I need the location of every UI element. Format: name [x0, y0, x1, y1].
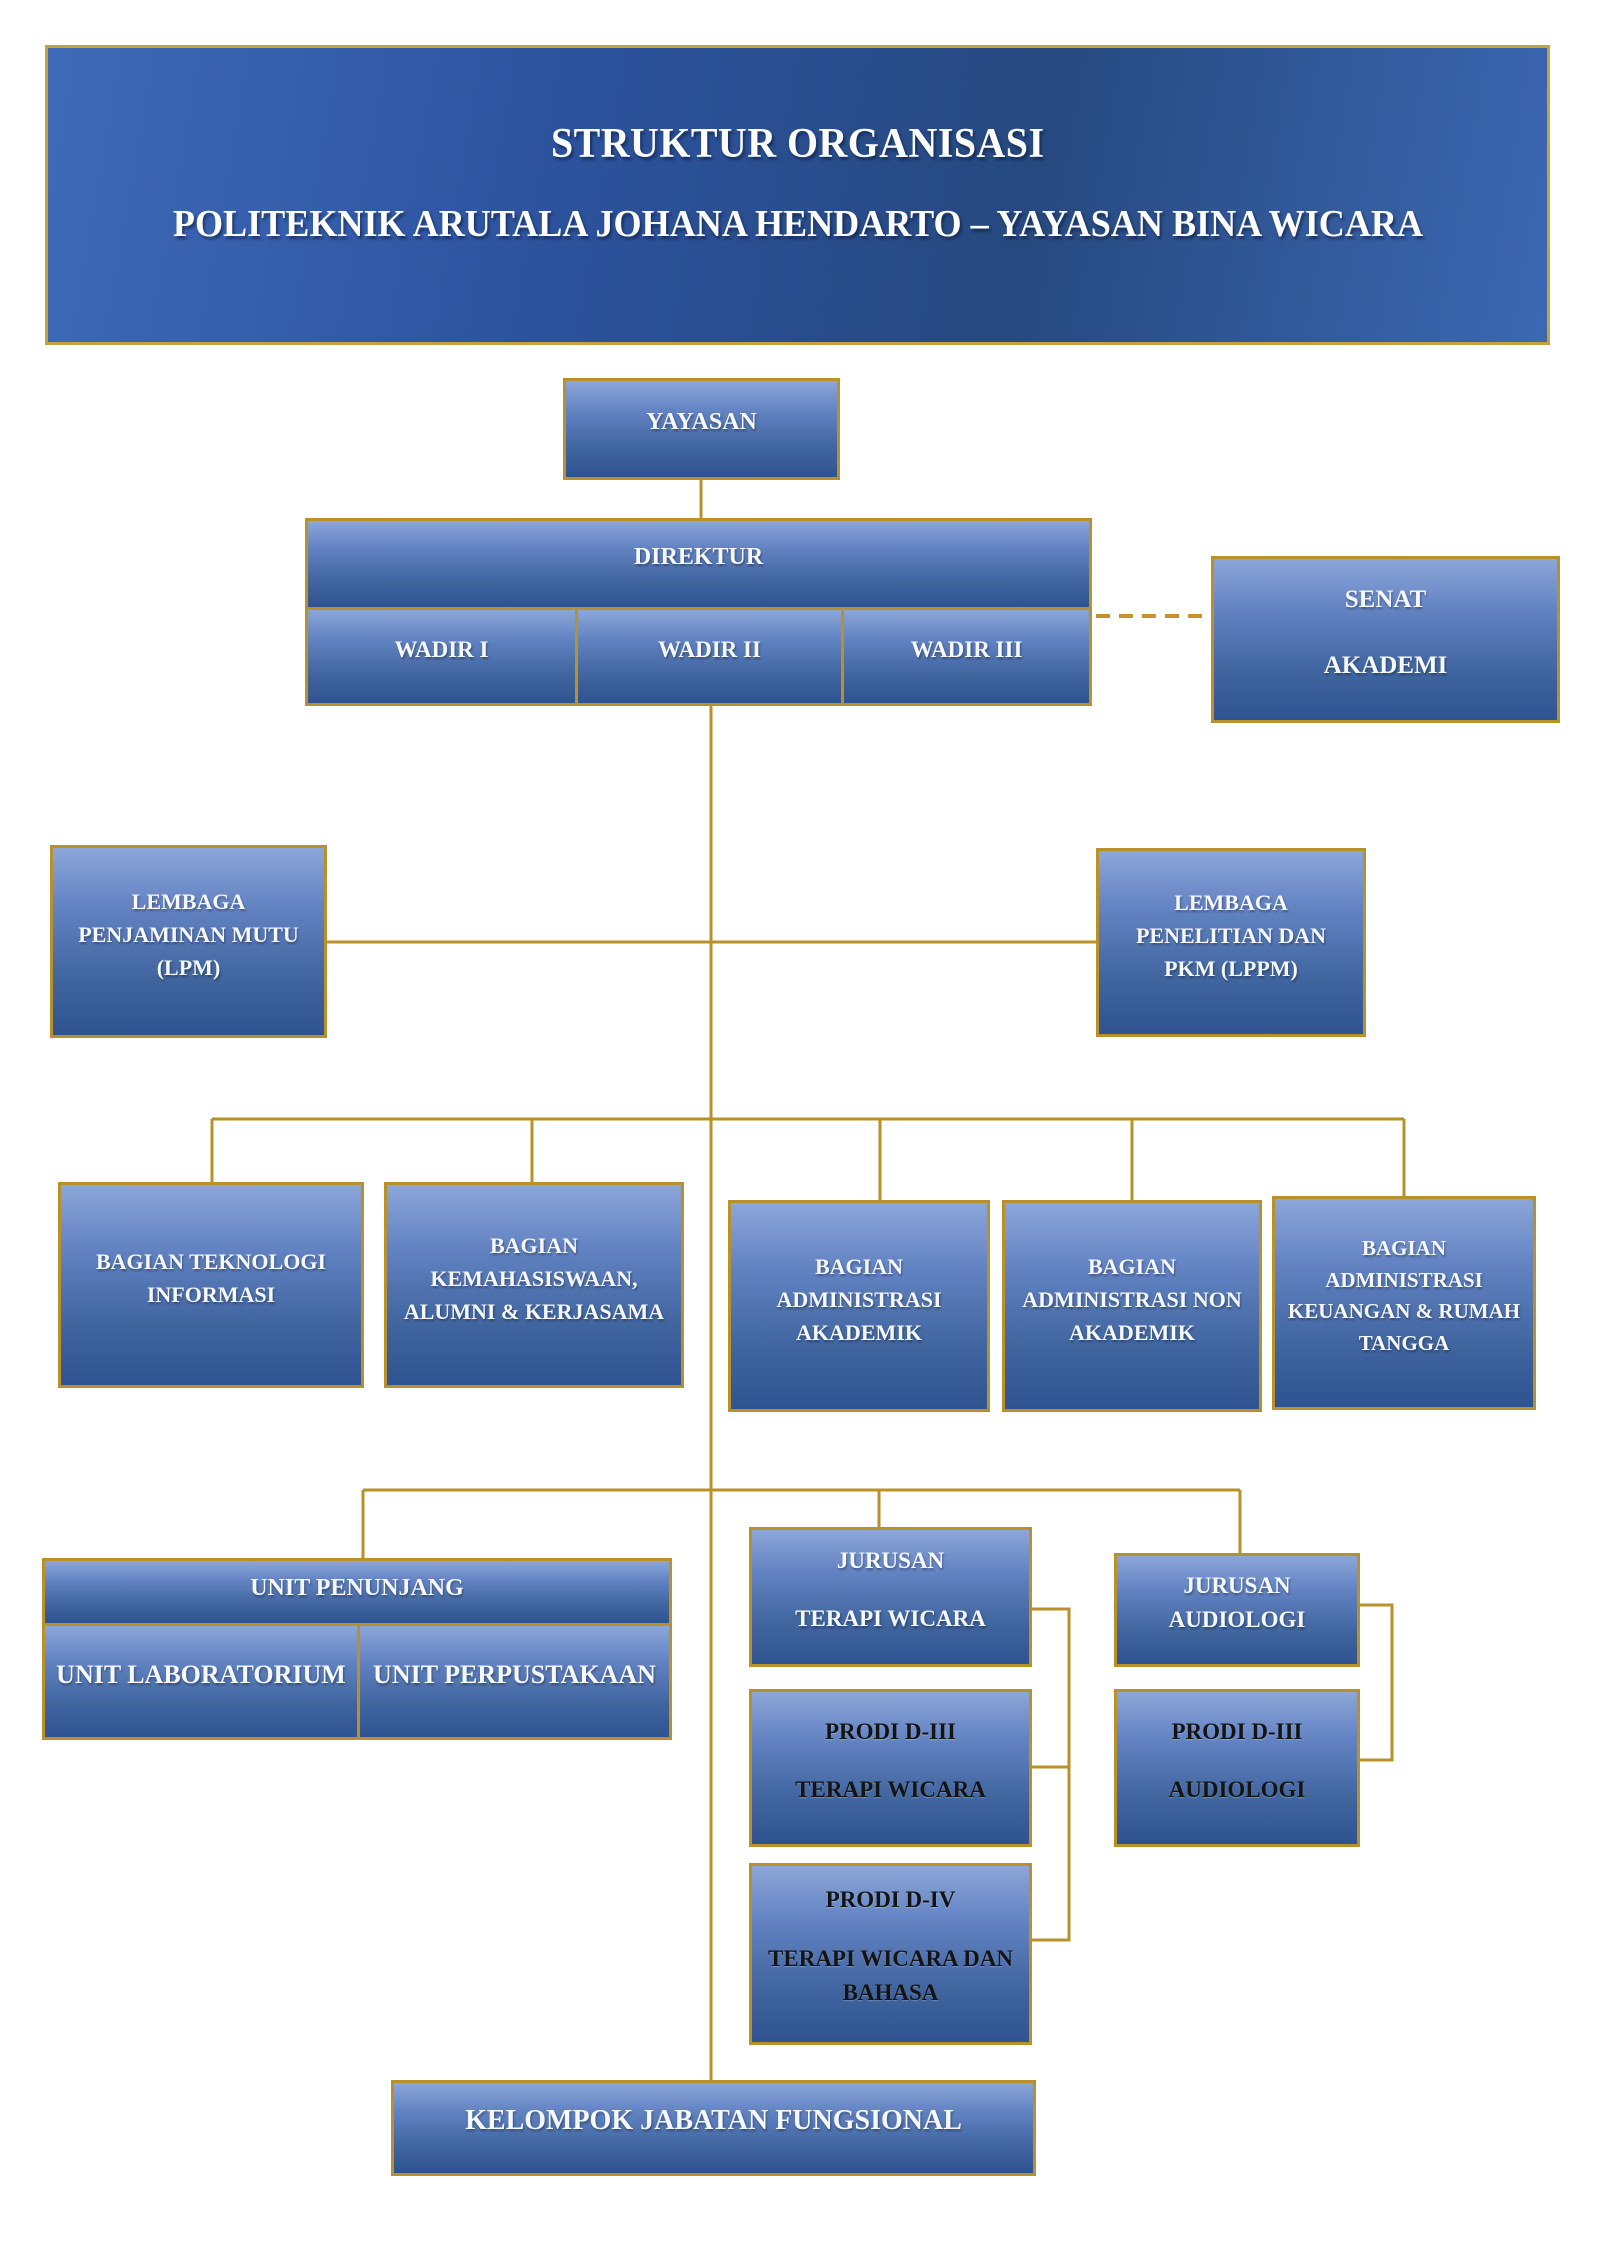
node-prodi-d4-line2: TERAPI WICARA DAN [768, 1945, 1013, 1971]
node-unit-penunjang [45, 1561, 669, 1626]
node-prodi-d3-aud-line2: AUDIOLOGI [1168, 1777, 1306, 1802]
node-bagian-keuangan-line3: KEUANGAN & RUMAH [1287, 1299, 1521, 1323]
node-wadir-i-label: WADIR I [394, 636, 489, 662]
node-bagian-adm-akademik-line3: AKADEMIK [796, 1319, 922, 1345]
node-prodi-d4-line1: PRODI D-IV [825, 1887, 956, 1913]
node-direktur-label: DIREKTUR [633, 543, 764, 570]
diagram-subtitle: POLITEKNIK ARUTALA JOHANA HENDARTO – YAYASAN BINA WICARA [172, 203, 1423, 245]
node-jurusan-terapi-wicara [749, 1527, 1032, 1667]
node-prodi-d3-audiologi [1114, 1689, 1360, 1847]
node-bagian-teknologi-informasi [58, 1182, 364, 1388]
node-group-direktur-wadir [305, 518, 1092, 706]
node-prodi-d3-tw-line2: TERAPI WICARA [795, 1777, 986, 1802]
connector-bracket-terapi-wicara-prodi [1032, 1609, 1069, 1940]
node-lpm-line3: (LPM) [156, 955, 221, 980]
node-yayasan [563, 378, 840, 480]
node-bagian-keuangan-line1: BAGIAN [1361, 1236, 1446, 1260]
node-lpm-line1: LEMBAGA [131, 889, 246, 914]
node-wadir-iii-label: WADIR III [910, 636, 1023, 662]
banner [45, 45, 1550, 345]
node-bagian-keuangan-line4: TANGGA [1358, 1330, 1450, 1355]
node-bagian-adm-non-line1: BAGIAN [1087, 1253, 1176, 1279]
node-direktur [308, 521, 1089, 610]
node-prodi-d4-line3: BAHASA [842, 1980, 939, 2006]
node-bagian-kemahasiswaan [384, 1182, 684, 1388]
node-kelompok-jabatan-fungsional [391, 2080, 1036, 2176]
unit-row [45, 1626, 669, 1737]
node-wadir-i [308, 610, 575, 703]
node-bagian-adm-akademik-line1: BAGIAN [814, 1253, 903, 1279]
node-bagian-adm-non-line2: ADMINISTRASI NON [1022, 1286, 1242, 1312]
node-wadir-ii-label: WADIR II [658, 636, 761, 662]
node-bagian-administrasi-non-akademik [1002, 1200, 1262, 1412]
node-prodi-d3-terapi-wicara [749, 1689, 1032, 1847]
node-bagian-administrasi-akademik [728, 1200, 990, 1412]
node-lpm-line2: PENJAMINAN MUTU [78, 922, 299, 947]
node-jurusan-aud-line2: AUDIOLOGI [1168, 1607, 1306, 1632]
node-prodi-d3-tw-line1: PRODI D-III [825, 1718, 956, 1744]
node-unit-perpustakaan-label: UNIT PERPUSTAKAAN [373, 1659, 656, 1689]
node-bagian-keuangan-line2: ADMINISTRASI [1325, 1267, 1483, 1292]
node-senat-akademi [1211, 556, 1560, 723]
node-jurusan-aud-line1: JURUSAN [1183, 1572, 1291, 1598]
node-bagian-adm-akademik-line2: ADMINISTRASI [776, 1286, 942, 1312]
node-bagian-administrasi-keuangan [1272, 1196, 1536, 1410]
node-kelompok-label: KELOMPOK JABATAN FUNGSIONAL [465, 2105, 962, 2136]
node-senat-line1: SENAT [1344, 586, 1427, 613]
diagram-title: STRUKTUR ORGANISASI [550, 121, 1045, 167]
node-bagian-kemahasiswaan-line3: ALUMNI & KERJASAMA [403, 1298, 665, 1324]
node-prodi-d4-terapi-wicara-bahasa [749, 1863, 1032, 2045]
node-yayasan-label: YAYASAN [646, 409, 757, 435]
node-jurusan-tw-line1: JURUSAN [836, 1547, 945, 1573]
node-prodi-d3-aud-line1: PRODI D-III [1171, 1718, 1303, 1744]
node-unit-laboratorium [45, 1626, 357, 1737]
node-senat-line2: AKADEMI [1323, 651, 1448, 679]
connector-bracket-audiologi-prodi [1360, 1605, 1392, 1760]
node-bagian-ti-line1: BAGIAN TEKNOLOGI [95, 1249, 327, 1274]
node-lppm-line3: PKM (LPPM) [1164, 956, 1298, 981]
node-bagian-ti-line2: INFORMASI [146, 1282, 276, 1307]
node-bagian-kemahasiswaan-line1: BAGIAN [489, 1232, 578, 1258]
node-lembaga-penjaminan-mutu [50, 845, 327, 1038]
node-unit-penunjang-label: UNIT PENUNJANG [250, 1574, 464, 1601]
node-lppm-line1: LEMBAGA [1174, 890, 1288, 915]
wadir-row [308, 610, 1089, 703]
node-bagian-adm-non-line3: AKADEMIK [1069, 1319, 1195, 1345]
node-lembaga-penelitian-pkm [1096, 848, 1366, 1037]
node-jurusan-tw-line2: TERAPI WICARA [795, 1606, 986, 1631]
node-unit-laboratorium-label: UNIT LABORATORIUM [56, 1659, 346, 1689]
node-wadir-ii [575, 610, 841, 703]
node-wadir-iii [841, 610, 1089, 703]
node-lppm-line2: PENELITIAN DAN [1135, 923, 1327, 948]
node-jurusan-audiologi [1114, 1553, 1360, 1667]
node-bagian-kemahasiswaan-line2: KEMAHASISWAAN, [430, 1265, 638, 1291]
node-group-unit-penunjang [42, 1558, 672, 1740]
node-unit-perpustakaan [357, 1626, 669, 1737]
